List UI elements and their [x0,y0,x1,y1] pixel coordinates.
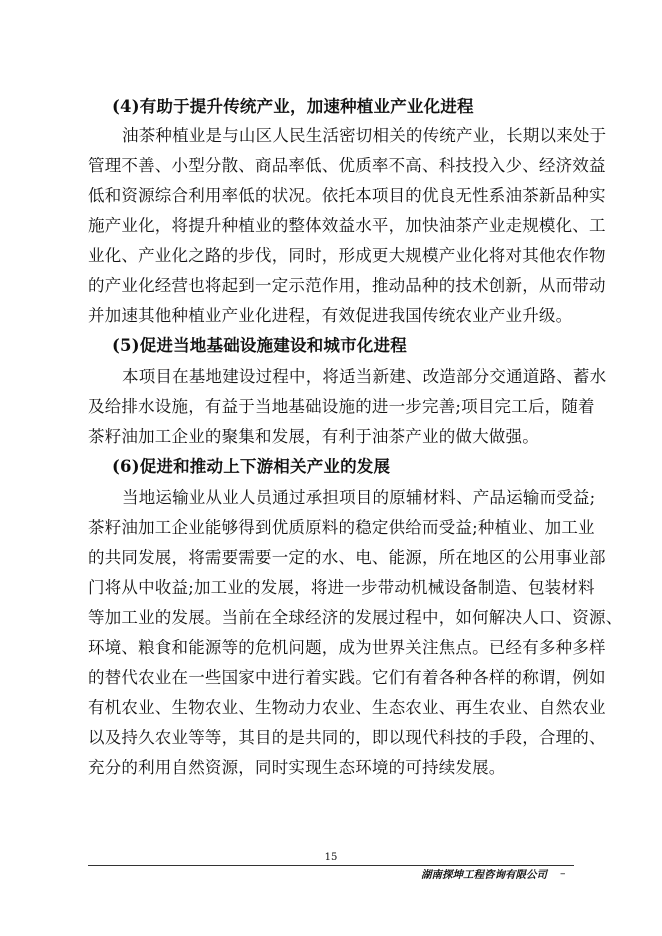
paragraph-line: 环境、粮食和能源等的危机问题，成为世界关注焦点。已经有多种多样 [88,638,606,657]
page-number: 15 [324,852,338,863]
paragraph-line: 施产业化，将提升种植业的整体效益水平，加快油茶产业走规模化、工 [88,216,606,235]
paragraph-line: 管理不善、小型分散、商品率低、优质率不高、科技投入少、经济效益 [88,156,606,175]
paragraph-line: 当地运输业从业人员通过承担项目的原辅材料、产品运输而受益; [122,488,596,507]
paragraph-line: 低和资源综合利用率低的状况。依托本项目的优良无性系油茶新品种实 [88,186,606,205]
paragraph-line: 茶籽油加工企业能够得到优质原料的稳定供给而受益;种植业、加工业 [88,518,595,537]
footer-company-name: 湖南探坤工程咨询有限公司 [421,869,547,881]
paragraph-line: 有机农业、生物农业、生物动力农业、生态农业、再生农业、自然农业 [88,698,606,717]
paragraph-line: 业化、产业化之路的步伐，同时，形成更大规模产业化将对其他农作物 [88,246,606,265]
footer-dash: – [560,867,566,880]
paragraph-line: 的共同发展，将需要需要一定的水、电、能源，所在地区的公用事业部 [88,548,606,567]
footer-divider [88,865,574,866]
paragraph-line: 油茶种植业是与山区人民生活密切相关的传统产业，长期以来处于 [122,126,607,145]
paragraph-line: 充分的利用自然资源，同时实现生态环境的可持续发展。 [88,758,506,777]
paragraph-line: 的产业化经营也将起到一定示范作用，推动品种的技术创新，从而带动 [88,276,606,295]
paragraph-line: 以及持久农业等等，其目的是共同的，即以现代科技的手段，合理的、 [88,728,606,747]
paragraph-line: 等加工业的发展。当前在全球经济的发展过程中，如何解决人口、资源、 [88,608,623,627]
paragraph-line: 的替代农业在一些国家中进行着实践。它们有着各种各样的称谓，例如 [88,668,606,687]
paragraph-line: 并加速其他种植业产业化进程，有效促进我国传统农业产业升级。 [88,306,573,325]
paragraph-line: 门将从中收益;加工业的发展，将进一步带动机械设备制造、包装材料 [88,578,595,597]
section-heading-4: (4)有助于提升传统产业，加速种植业产业化进程 [112,97,474,116]
section-heading-5: (5)促进当地基础设施建设和城市化进程 [112,336,407,355]
section-heading-6: (6)促进和推动上下游相关产业的发展 [112,457,391,476]
paragraph-line: 本项目在基地建设过程中，将适当新建、改造部分交通道路、蓄水 [122,367,607,386]
paragraph-line: 茶籽油加工企业的聚集和发展，有利于油茶产业的做大做强。 [88,427,539,446]
paragraph-line: 及给排水设施，有益于当地基础设施的进一步完善;项目完工后，随着 [88,397,595,416]
